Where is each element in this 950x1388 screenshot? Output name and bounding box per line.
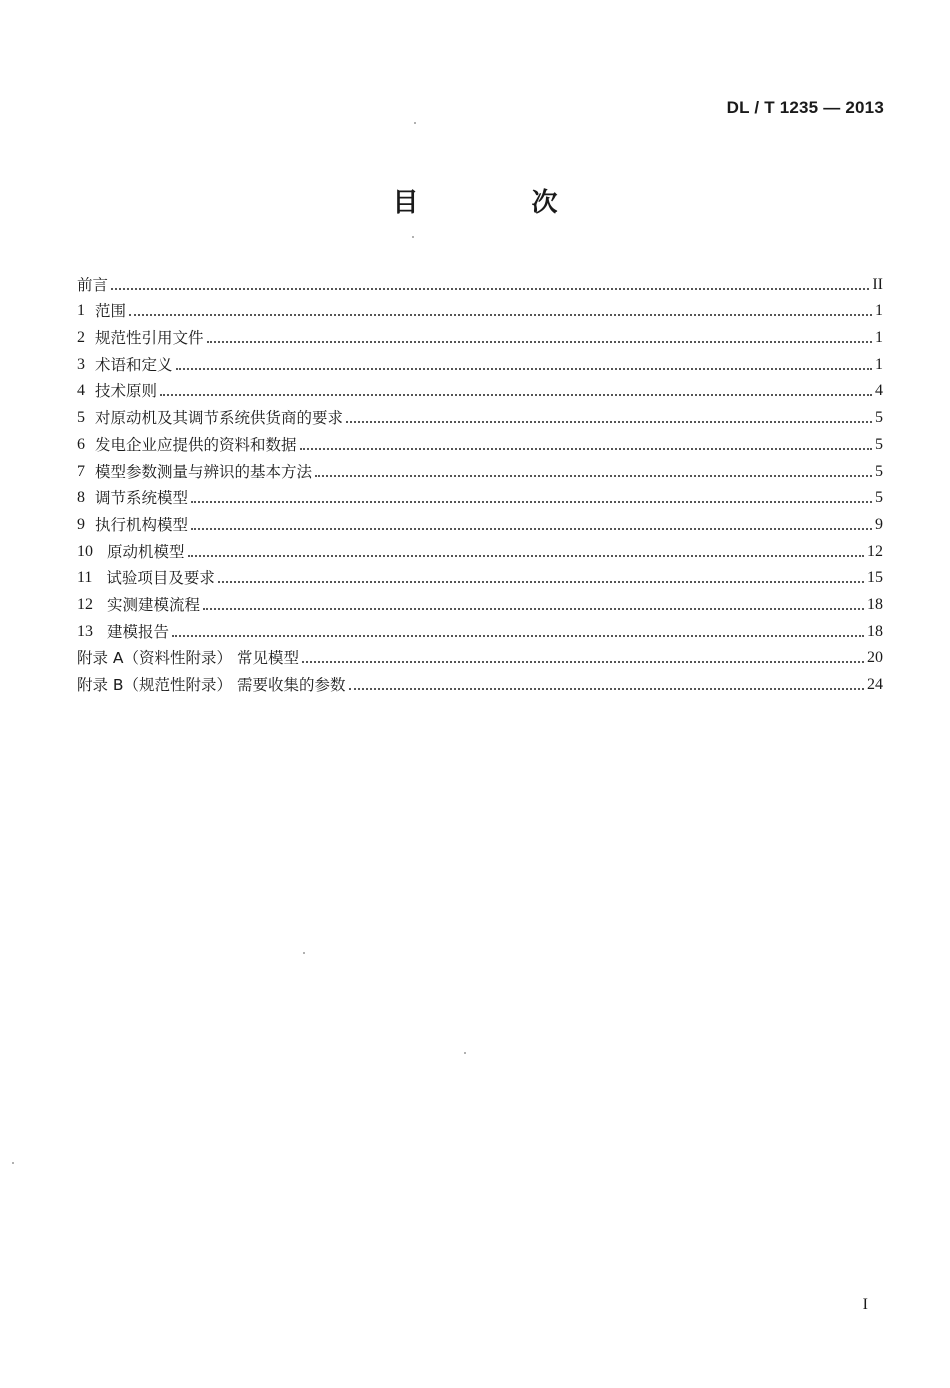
toc-entry-page: 5	[875, 462, 883, 480]
dot-leader	[176, 368, 872, 370]
toc-entry-number: 8	[77, 489, 85, 507]
dot-leader	[111, 288, 869, 290]
toc-entry-page: 5	[875, 435, 883, 453]
document-code: DL / T 1235 — 2013	[726, 98, 884, 117]
scan-speck	[414, 122, 416, 124]
toc-entry-label: 术语和定义	[95, 355, 173, 374]
toc-entry-page: 4	[875, 382, 883, 400]
toc-entry-number: 4	[77, 382, 85, 400]
toc-entry-number: 12	[77, 595, 93, 613]
scan-speck	[12, 1162, 14, 1164]
toc-entry-3[interactable]	[77, 348, 883, 375]
toc-entry-appendix-a[interactable]	[77, 642, 883, 669]
toc-entry-page: 24	[867, 676, 883, 693]
toc-entry-page: 20	[867, 649, 883, 667]
toc-entry-number: 9	[77, 515, 85, 533]
toc-entry-number: 1	[77, 302, 85, 320]
toc-entry-page: 1	[875, 355, 883, 373]
toc-entry-label: 发电企业应提供的资料和数据	[95, 435, 297, 454]
dot-leader	[300, 448, 872, 450]
toc-entry-label: 调节系统模型	[95, 489, 189, 508]
toc-entry-label: 执行机构模型	[95, 515, 189, 534]
toc-entry-page: 5	[875, 489, 883, 507]
toc-entry-label: 模型参数测量与辨识的基本方法	[95, 462, 313, 481]
dot-leader	[160, 394, 872, 396]
toc-entry-label: 附录 B（规范性附录） 需要收集的参数	[77, 676, 346, 694]
toc-entry-label: 对原动机及其调节系统供货商的要求	[95, 409, 344, 428]
toc-entry-number: 2	[77, 329, 85, 347]
dot-leader	[172, 635, 864, 637]
toc-entry-label: 实测建模流程	[107, 595, 201, 614]
dot-leader	[349, 688, 865, 690]
toc-entry-number: 5	[77, 409, 85, 427]
toc-entry-page: 1	[875, 302, 883, 320]
dot-leader	[207, 341, 872, 343]
dot-leader	[346, 421, 872, 423]
toc-entry-9[interactable]	[77, 508, 883, 535]
toc-entry-7[interactable]	[77, 455, 883, 482]
toc-entry-appendix-b[interactable]	[77, 668, 883, 695]
toc-entry-number: 7	[77, 462, 85, 480]
toc-entry-1[interactable]	[77, 295, 883, 322]
toc-entry-number: 3	[77, 355, 85, 373]
scan-speck	[412, 236, 414, 238]
scan-speck	[464, 1052, 466, 1054]
toc-entry-4[interactable]	[77, 375, 883, 402]
dot-leader	[315, 475, 872, 477]
scan-speck	[303, 952, 305, 954]
dot-leader	[191, 501, 872, 503]
dot-leader	[218, 581, 864, 583]
toc-entry-page: 9	[875, 515, 883, 533]
toc-entry-11[interactable]	[77, 562, 883, 589]
toc-entry-number: 10	[77, 542, 93, 560]
toc-entry-8[interactable]	[77, 482, 883, 509]
toc-entry-label: 附录 A（资料性附录） 常见模型	[77, 649, 299, 668]
toc-entry-label: 规范性引用文件	[95, 329, 204, 348]
dot-leader	[129, 314, 872, 316]
toc-entry-page: 15	[867, 569, 883, 587]
toc-entry-5[interactable]	[77, 401, 883, 428]
toc-entry-page: 12	[867, 542, 883, 560]
toc-entry-13[interactable]	[77, 615, 883, 642]
table-of-contents	[77, 268, 883, 695]
dot-leader	[302, 661, 864, 663]
toc-entry-label: 技术原则	[95, 382, 158, 401]
dot-leader	[188, 555, 864, 557]
toc-entry-page: 18	[867, 595, 883, 613]
toc-entry-label: 试验项目及要求	[106, 569, 215, 588]
toc-entry-number: 13	[77, 622, 93, 640]
page-title: 目 次	[392, 188, 610, 218]
toc-entry-page: 18	[867, 622, 883, 640]
toc-entry-number: 6	[77, 435, 85, 453]
toc-entry-2[interactable]	[77, 321, 883, 348]
toc-entry-12[interactable]	[77, 588, 883, 615]
toc-entry-6[interactable]	[77, 428, 883, 455]
page-number: I	[862, 1296, 868, 1313]
toc-entry-page: II	[872, 275, 883, 293]
dot-leader	[203, 608, 864, 610]
toc-entry-label: 建模报告	[107, 622, 170, 641]
toc-entry-label: 范围	[95, 302, 127, 321]
toc-entry-page: 1	[875, 329, 883, 347]
dot-leader	[191, 528, 872, 530]
toc-entry-label: 原动机模型	[107, 542, 185, 561]
toc-entry-number: 11	[77, 569, 93, 587]
toc-entry-label: 前言	[77, 275, 109, 294]
toc-entry-page: 5	[875, 409, 883, 427]
toc-entry-preface[interactable]	[77, 268, 883, 295]
toc-entry-10[interactable]	[77, 535, 883, 562]
